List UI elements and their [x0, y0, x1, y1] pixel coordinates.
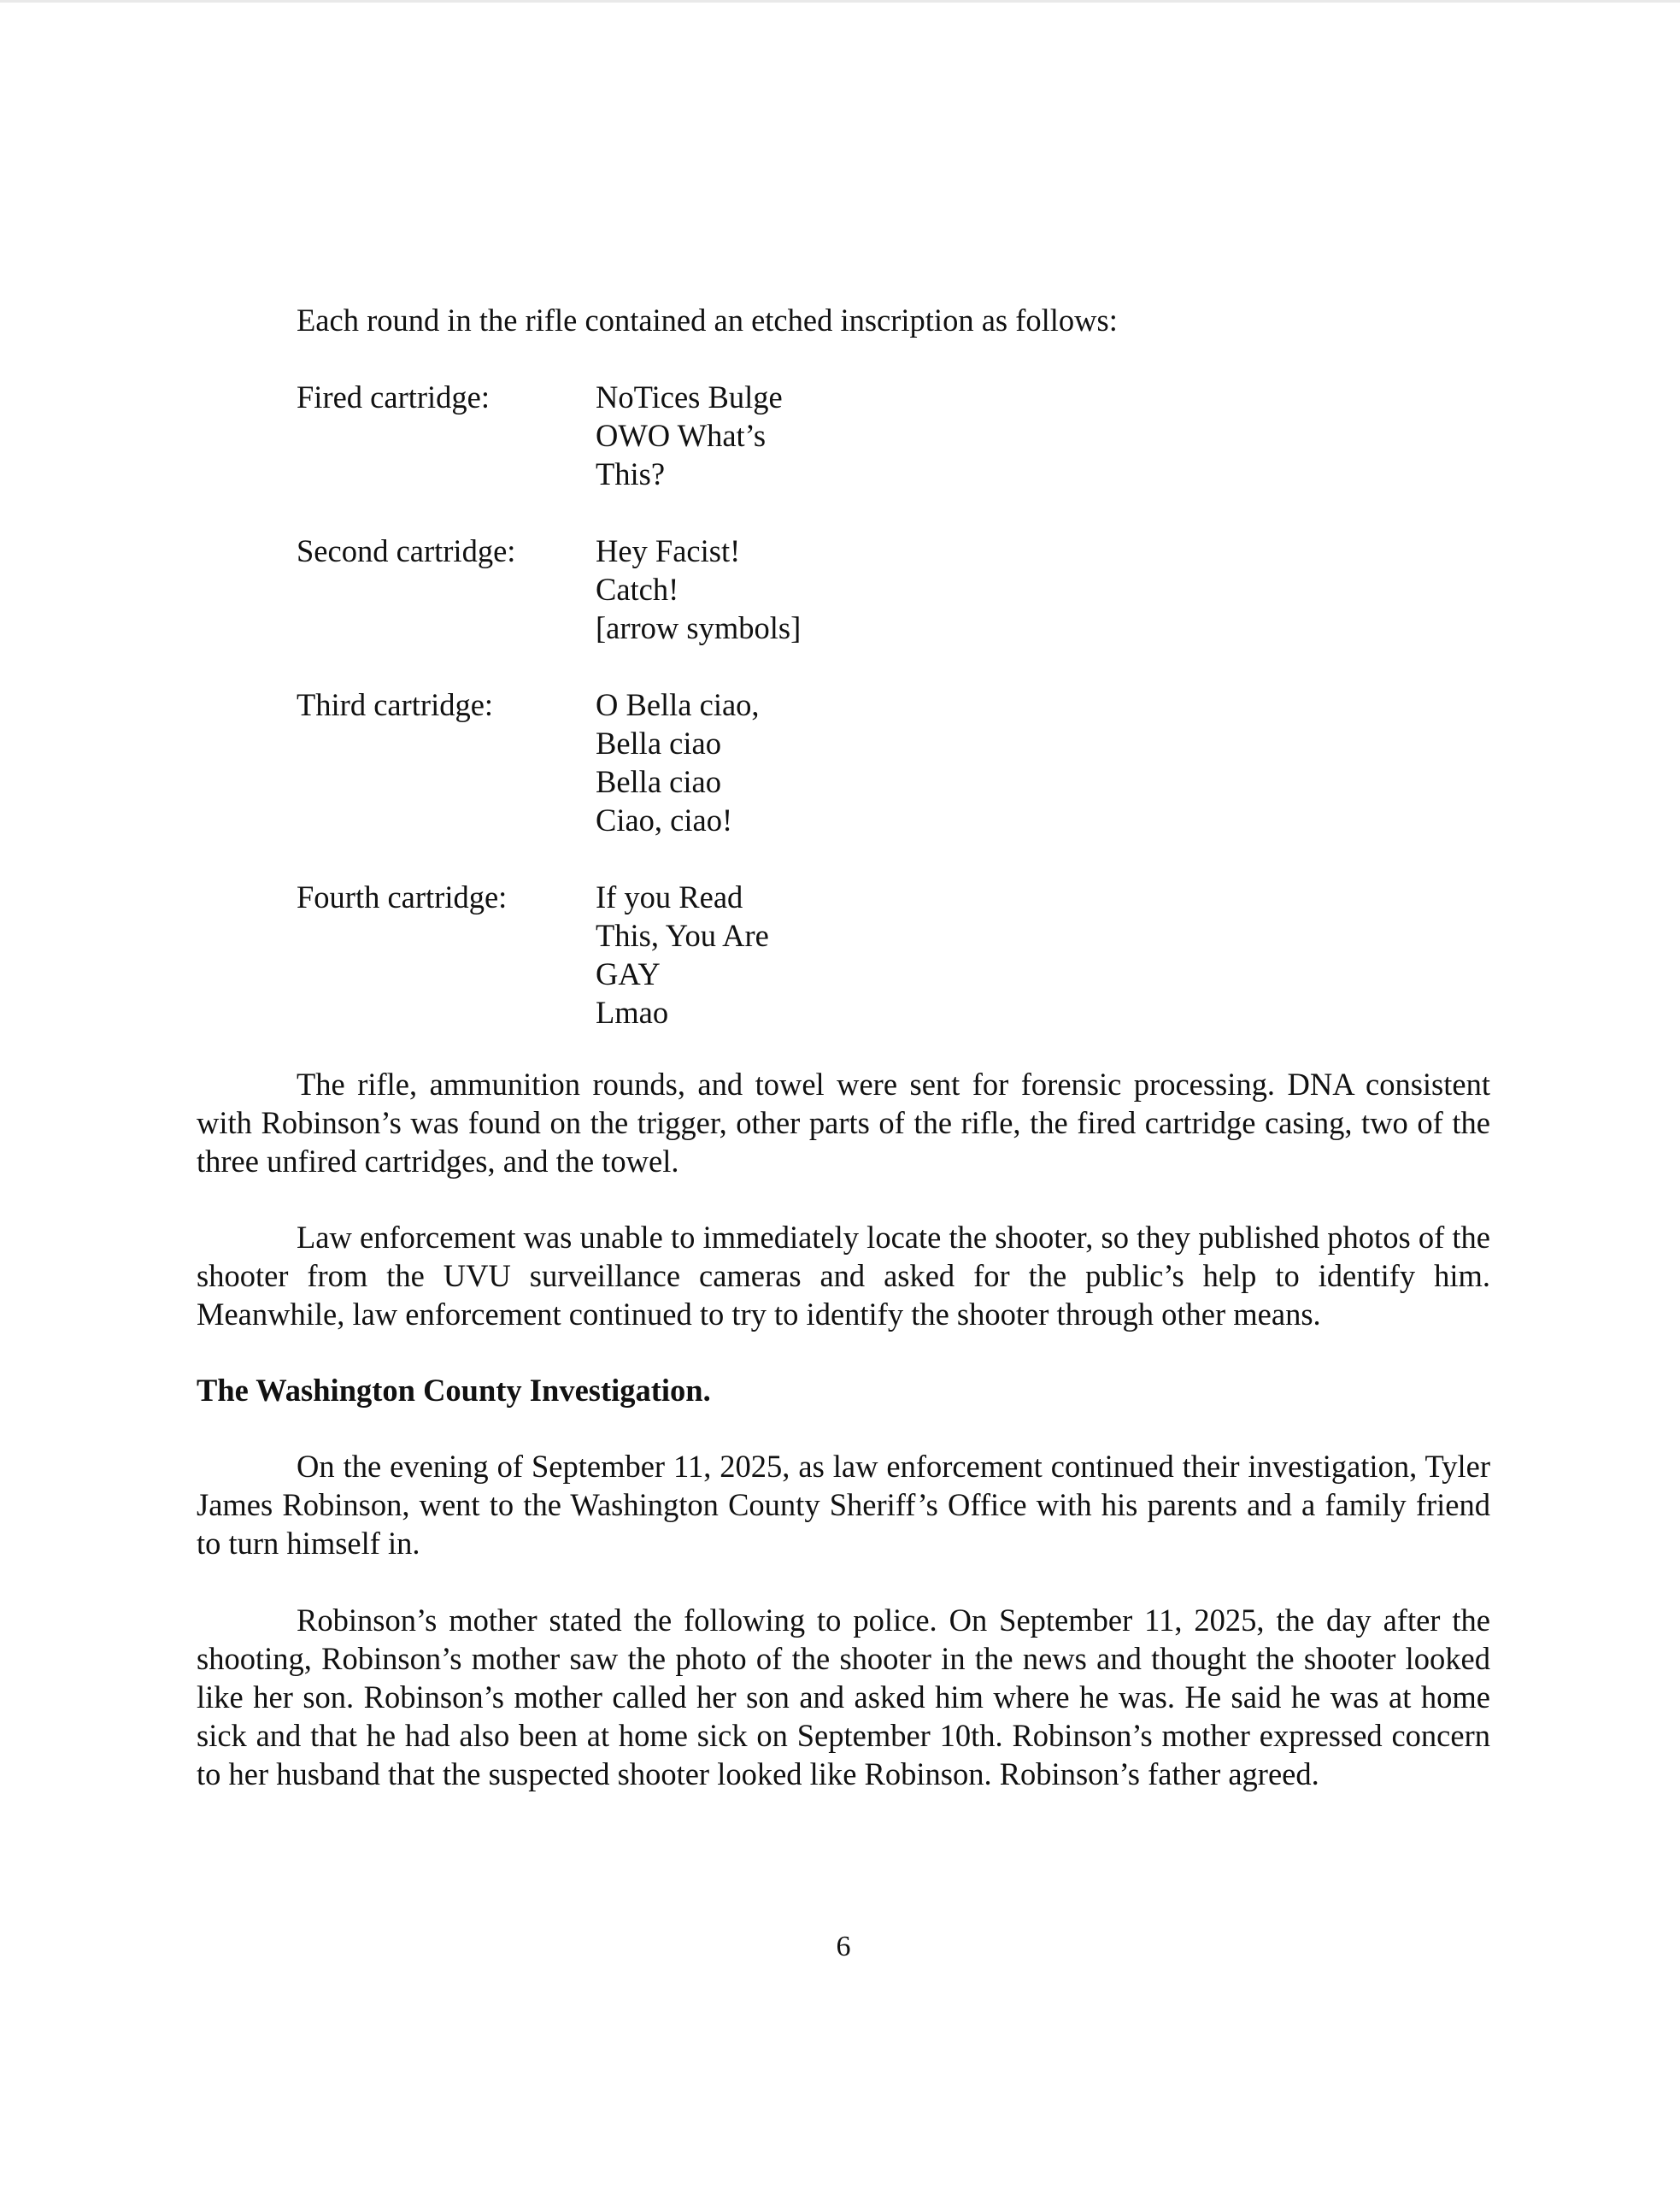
inscription-line: O Bella ciao,	[596, 687, 760, 722]
inscription-line: GAY	[596, 956, 661, 991]
inscription-line: This, You Are	[596, 918, 769, 953]
inscription-line: This?	[596, 456, 666, 491]
section-heading: The Washington County Investigation.	[197, 1373, 711, 1408]
inscription-label: Fired cartridge:	[297, 379, 490, 415]
inscription-text	[596, 685, 760, 839]
paragraph-mother-statement: Robinson’s mother stated the following to police. On September 11, 2025, the day after the shooting, Robinson’s mother saw the photo of the shooter in the news and thought the shooter looked like her son. Robinson’s mother called her son and asked him where he was. He said he was at home sick and that he had also been at home sick on September 10th. Robinson’s mother expressed concern to her husband that the suspected shooter looked like Robinson. Robinson’s father agreed.	[197, 1603, 1490, 1791]
page-number: 6	[836, 1931, 851, 1962]
inscription-item-fourth	[297, 878, 801, 1032]
inscription-label: Fourth cartridge:	[297, 879, 508, 915]
inscription-item-fired	[297, 378, 801, 493]
inscription-line: OWO What’s	[596, 418, 767, 453]
inscription-line: NoTices Bulge	[596, 379, 783, 415]
inscription-line: Catch!	[596, 572, 679, 607]
inscription-list	[297, 378, 801, 1070]
paragraph-public-help: Law enforcement was unable to immediately locate the shooter, so they published photos of the shooter from the UVU surveillance cameras and asked for the public’s help to identify him. Meanwhile, law enforcement continued to try to identify the shooter through other means.	[197, 1220, 1490, 1332]
inscription-line: Hey Facist!	[596, 533, 741, 568]
page-top-edge	[0, 0, 1680, 3]
intro-text: Each round in the rifle contained an etched inscription as follows:	[297, 303, 1118, 338]
inscription-label: Third cartridge:	[297, 687, 494, 722]
inscription-line: [arrow symbols]	[596, 610, 802, 645]
inscription-line: Bella ciao	[596, 764, 721, 799]
inscription-line: If you Read	[596, 879, 743, 915]
inscription-text	[596, 532, 801, 647]
inscription-text	[596, 378, 783, 493]
inscription-text	[596, 878, 769, 1032]
paragraph-forensics: The rifle, ammunition rounds, and towel were sent for forensic processing. DNA consistent with Robinson’s was found on the trigger, other parts of the rifle, the fired cartridge casing, two of the three unfired cartridges, and the towel.	[197, 1067, 1490, 1179]
inscription-item-third	[297, 685, 801, 839]
inscription-item-second	[297, 532, 801, 647]
inscription-label: Second cartridge:	[297, 533, 516, 568]
inscription-line: Lmao	[596, 995, 669, 1030]
paragraph-surrender: On the evening of September 11, 2025, as law enforcement continued their investigation, Tyler James Robinson, went to the Washington County Sheriff’s Office with his parents and a family friend to turn himself in.	[197, 1449, 1490, 1561]
inscription-line: Bella ciao	[596, 726, 721, 761]
inscription-line: Ciao, ciao!	[596, 803, 733, 838]
